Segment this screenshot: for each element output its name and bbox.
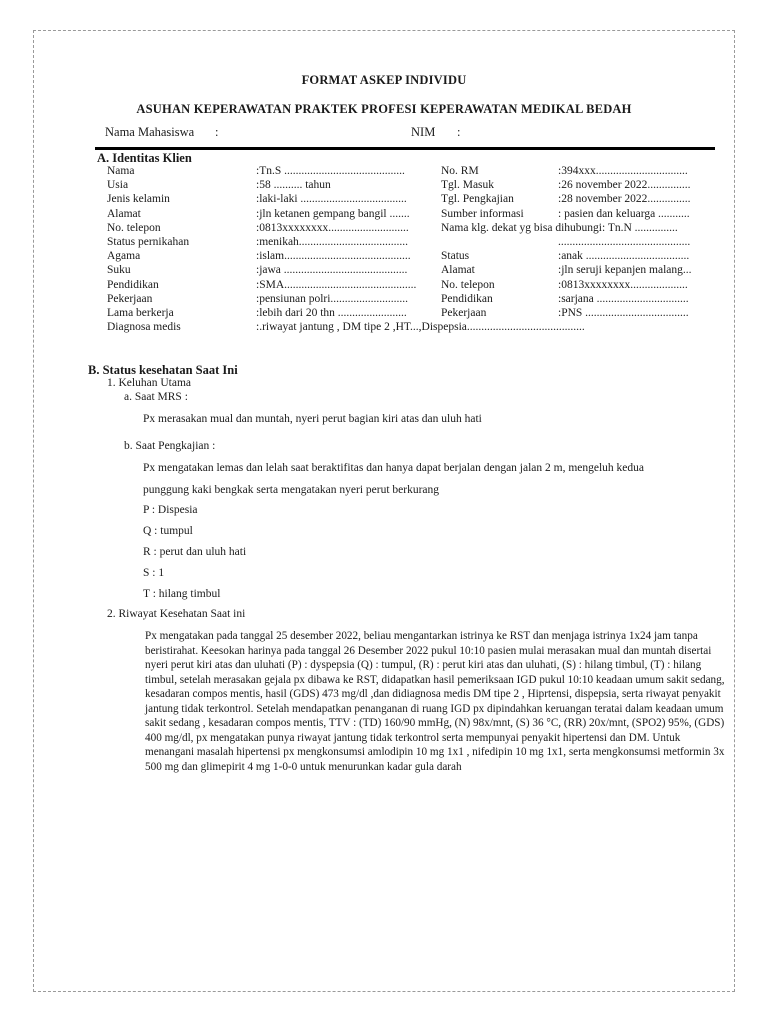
identity-label-right: No. RM: [441, 165, 479, 177]
identity-value-right: :0813xxxxxxxx....................: [558, 278, 688, 291]
identity-value-left: :islam............................................: [256, 250, 411, 263]
identity-row: [0, 165, 768, 179]
identity-label-left: Lama berkerja: [107, 307, 174, 319]
identity-value-left: :Tn.S ..........................................: [256, 165, 405, 177]
identity-label-left: Suku: [107, 264, 131, 277]
identity-label-left: Status pernikahan: [107, 236, 190, 248]
identity-label-left: Nama: [107, 165, 135, 177]
identity-label-left: Diagnosa medis: [107, 321, 181, 334]
identity-row: [0, 321, 768, 335]
identity-value-left: :menikah......................................: [256, 236, 409, 248]
riwayat-kesehatan-label: 2. Riwayat Kesehatan Saat ini: [107, 608, 246, 620]
document-title: FORMAT ASKEP INDIVIDU: [301, 73, 467, 87]
identity-value-right: : pasien dan keluarga ...........: [558, 207, 690, 220]
nama-mahasiswa-sep: :: [215, 125, 219, 139]
identity-value-left: :lebih dari 20 thn ........................: [256, 307, 407, 319]
identity-row: [0, 293, 768, 307]
identity-value-left: :SMA..............................................: [256, 278, 417, 291]
identity-value-right: :394xxx................................: [558, 165, 688, 177]
identity-value-right: :sarjana ................................: [558, 292, 689, 305]
identity-label-right: Status: [441, 250, 470, 263]
identity-value-left: :pensiunan polri...........................: [256, 292, 409, 305]
identity-label-right: Nama klg. dekat yg bisa dihubungi: Tn.N ...............: [441, 221, 678, 234]
nim-label: NIM: [411, 125, 436, 139]
pqrst-q: Q : tumpul: [143, 525, 193, 537]
identity-row: [0, 179, 768, 193]
identity-row: [0, 222, 768, 236]
identity-label-right: Pekerjaan: [441, 307, 487, 319]
section-b-heading: B. Status kesehatan Saat Ini: [88, 363, 238, 377]
identity-value-right: :PNS ....................................: [558, 307, 689, 319]
saat-pengkajian-text-1: Px mengatakan lemas dan lelah saat beraktifitas dan hanya dapat berjalan dengan jalan 2 m, mengeluh kedua: [143, 462, 645, 474]
identity-label-left: Jenis kelamin: [107, 193, 170, 206]
nim-sep: :: [457, 125, 461, 139]
identity-label-right: Tgl. Pengkajian: [441, 193, 514, 206]
identity-label-left: Pendidikan: [107, 278, 159, 291]
identity-value-right: :26 november 2022...............: [558, 179, 691, 192]
identity-value-right: :anak ....................................: [558, 250, 690, 263]
identity-row: [0, 307, 768, 321]
identity-value-left: :laki-laki .....................................: [256, 193, 407, 206]
identity-value-right: :jln seruji kepanjen malang...: [558, 264, 692, 277]
identity-value-left: :58 .......... tahun: [256, 179, 331, 192]
pqrst-r: R : perut dan uluh hati: [143, 546, 247, 558]
identity-value-left: :jln ketanen gempang bangil .......: [256, 207, 410, 220]
document-subtitle: ASUHAN KEPERAWATAN PRAKTEK PROFESI KEPERAWATAN MEDIKAL BEDAH: [136, 102, 632, 116]
identity-label-left: Alamat: [107, 207, 141, 220]
identity-label-right: Tgl. Masuk: [441, 179, 495, 192]
identity-label-right: No. telepon: [441, 278, 495, 291]
identity-row: [0, 236, 768, 250]
section-a-heading: A. Identitas Klien: [97, 151, 192, 165]
identity-label-right: Sumber informasi: [441, 207, 524, 220]
identity-label-left: Agama: [107, 250, 141, 263]
saat-mrs-text: Px merasakan mual dan muntah, nyeri perut bagian kiri atas dan uluh hati: [143, 413, 482, 425]
nama-mahasiswa-label: Nama Mahasiswa: [105, 125, 195, 139]
identity-value-right: ..............................................: [558, 236, 691, 248]
saat-pengkajian-text-2: punggung kaki bengkak serta mengatakan nyeri perut berkurang: [143, 484, 440, 496]
identity-row: [0, 264, 768, 278]
identity-row: [0, 279, 768, 293]
identity-label-left: No. telepon: [107, 221, 161, 234]
riwayat-kesehatan-text: Px mengatakan pada tanggal 25 desember 2022, beliau mengantarkan istrinya ke RST dan menjaga istrinya 1x24 jam tanpa beristirahat. Keesokan harinya pada tanggal 26 Desember 2022 pukul 10:10 pasien mulai merasakan mual dan muntah disertai nyeri perut kiri atas dan uluhati (P) : dyspepsia (Q) : tumpul, (R) : perut kiri atas dan uluhati, (S) : hilang timbul, (T) : hilang timbul, setelah merasakan gejala px dibawa ke RST, didapatkan hasil pemeriksaan IGD pukul 10:10 keadaan umum sakit sedang, kesadaran compos mentis, hasil (GDS) 473 mg/dl ,dan didiagnosa medis DM tipe 2 , Hiprtensi, dispepsia, serta riwayat penyakit jantung tidak terkontrol. Setelah mendapatkan penanganan di ruang IGD px dipindahkan keruangan teratai dalam keadaan umum sakit sedang , kesadaran compos mentis, TTV : (TD) 160/90 mmHg, (N) 98x/mnt, (S) 36 °C, (RR) 20x/mnt, (SPO2) 95%, (GDS) 400 mg/dl, px mengatakan punya riwayat jantung tidak terkontrol serta mempunyai penyakit hipertensi dan DM. Untuk menangani masalah hipertensi px mengkonsumsi amlodipin 10 mg 1x1 , nifedipin 10 mg 1x1, serta mengkonsumsi metformin 3x 500 mg dan glimepirit 4 mg 1-0-0 untuk menurunkan kadar gula darah: [145, 630, 725, 773]
keluhan-utama-label: 1. Keluhan Utama: [107, 377, 191, 389]
identity-row: [0, 193, 768, 207]
identity-label-right: Alamat: [441, 264, 475, 277]
identity-label-left: Pekerjaan: [107, 292, 153, 305]
identity-value-left: :.riwayat jantung , DM tipe 2 ,HT...,Dispepsia.........................................: [256, 321, 585, 334]
pqrst-t: T : hilang timbul: [143, 588, 221, 600]
identity-row: [0, 250, 768, 264]
header-rule: [95, 147, 715, 150]
identity-label-left: Usia: [107, 179, 129, 192]
identity-label-right: Pendidikan: [441, 292, 493, 305]
saat-mrs-label: a. Saat MRS :: [124, 391, 188, 403]
pqrst-p: P : Dispesia: [143, 504, 198, 516]
pqrst-s: S : 1: [143, 567, 165, 579]
identity-row: [0, 208, 768, 222]
saat-pengkajian-label: b. Saat Pengkajian :: [124, 440, 216, 452]
identity-value-left: :0813xxxxxxxx............................: [256, 221, 409, 234]
identity-value-left: :jawa ...........................................: [256, 264, 408, 277]
identity-value-right: :28 november 2022...............: [558, 193, 691, 206]
